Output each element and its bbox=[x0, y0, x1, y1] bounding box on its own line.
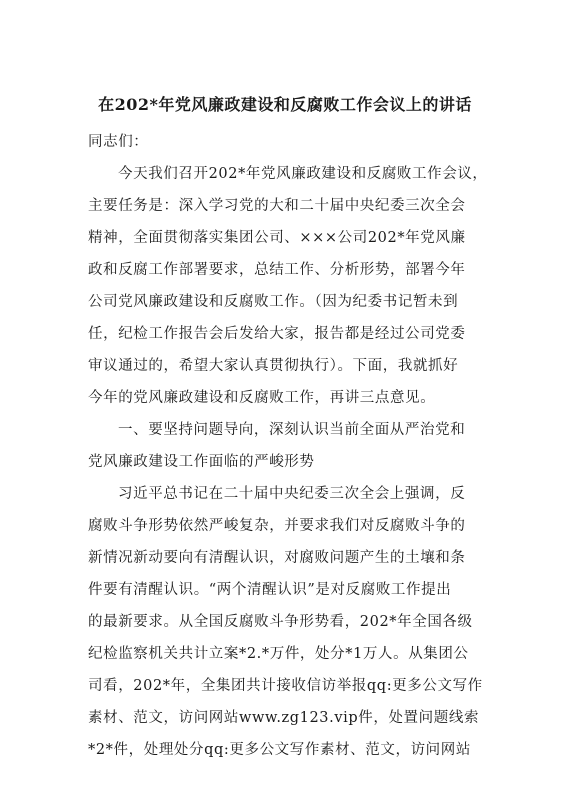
section-heading-line: 一、要坚持问题导向，深刻认识当前全面从严治党和 bbox=[118, 422, 466, 438]
paragraph-line: 腐败斗争形势依然严峻复杂，并要求我们对反腐败斗争的 bbox=[88, 518, 466, 534]
paragraph-line: 司看，202*年，全集团共计接收信访举报qq:更多公文写作 bbox=[88, 678, 483, 694]
paragraph-line: 今天我们召开202*年党风廉政建设和反腐败工作会议， bbox=[118, 166, 488, 182]
paragraph-line: 今年的党风廉政建设和反腐败工作，再讲三点意见。 bbox=[88, 390, 436, 406]
paragraph-line: *2*件，处理处分qq:更多公文写作素材、范文，访问网站 bbox=[88, 742, 471, 758]
paragraph-line: 的最新要求。从全国反腐败斗争形势看，202*年全国各级 bbox=[88, 614, 473, 630]
paragraph-line: 政和反腐工作部署要求，总结工作、分析形势，部署今年 bbox=[88, 262, 466, 278]
paragraph-line: 任，纪检工作报告会后发给大家，报告都是经过公司党委 bbox=[88, 326, 466, 342]
document-body bbox=[88, 126, 488, 766]
paragraph-line: 件要有清醒认识。“两个清醒认识”是对反腐败工作提出 bbox=[88, 582, 452, 598]
paragraph-line: 素材、范文，访问网站www.zg123.vip件，处置问题线索 bbox=[88, 710, 480, 726]
paragraph-line: 公司党风廉政建设和反腐败工作。（因为纪委书记暂未到 bbox=[88, 294, 459, 310]
paragraph-line: 习近平总书记在二十届中央纪委三次全会上强调，反 bbox=[118, 486, 466, 502]
section-heading-line: 党风廉政建设工作面临的严峻形势 bbox=[88, 454, 315, 470]
document-title: 在202*年党风廉政建设和反腐败工作会议上的讲话 bbox=[98, 95, 472, 114]
paragraph-line: 纪检监察机关共计立案*2.*万件，处分*1万人。从集团公 bbox=[88, 646, 469, 662]
paragraph-line: 主要任务是：深入学习党的大和二十届中央纪委三次全会 bbox=[88, 198, 466, 214]
paragraph-line: 精神，全面贯彻落实集团公司、×××公司202*年党风廉 bbox=[88, 230, 466, 246]
paragraph-line: 新情况新动要向有清醒认识，对腐败问题产生的土壤和条 bbox=[88, 550, 466, 566]
paragraph-line: 审议通过的，希望大家认真贯彻执行）。下面，我就抓好 bbox=[88, 358, 459, 374]
salutation-line: 同志们： bbox=[88, 134, 149, 150]
